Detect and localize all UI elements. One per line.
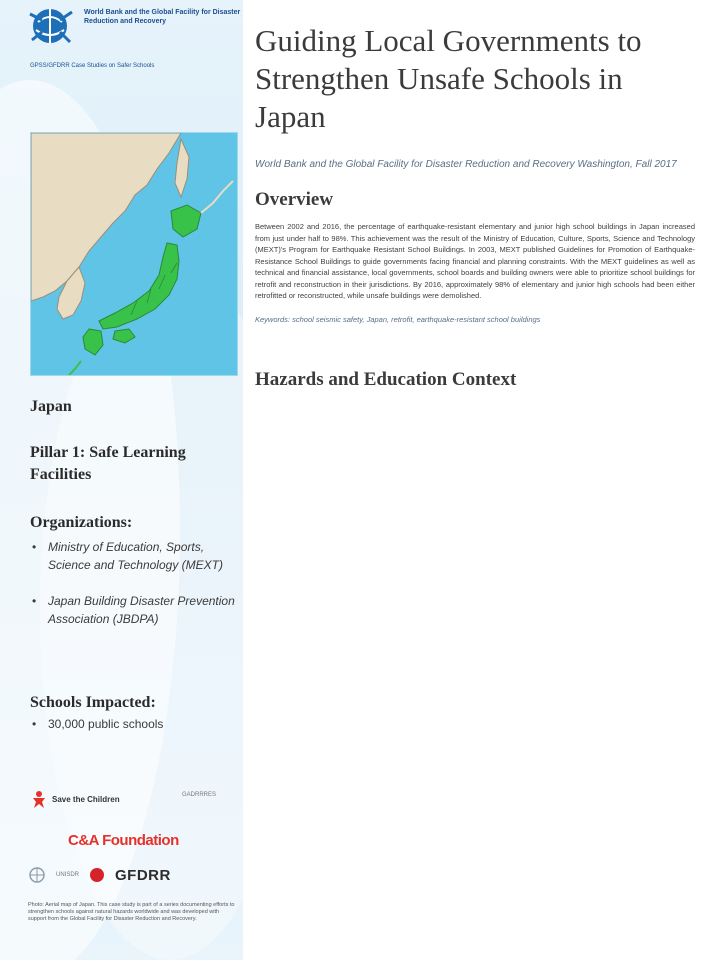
keywords: Keywords: school seismic safety, Japan, retrofit, earthquake-resistant school buildings (255, 314, 541, 324)
red-cross-icon (89, 867, 105, 883)
list-item: • Ministry of Education, Sports, Science and Technology (MEXT) (30, 538, 235, 574)
organizations-list (30, 538, 235, 646)
footnote: Photo: Aerial map of Japan. This case study is part of a series documenting efforts to strengthen schools against natural hazards worldwide and was developed with support from the Global Facility for Disaster Reduction and Recovery. (28, 902, 235, 922)
japan-map-graphic (31, 133, 238, 376)
pillar-label: Pillar 1: Safe Learning Facilities (30, 444, 186, 483)
sponsor-logos-row (28, 866, 171, 884)
hazards-heading: Hazards and Education Context (255, 368, 517, 390)
un-emblem-icon (28, 866, 46, 884)
sponsor-name: Save the Children (52, 794, 120, 804)
subtitle: World Bank and the Global Facility for Disaster Reduction and Recovery Washington, Fall 2017 (255, 159, 677, 170)
organizations-heading: Organizations: (30, 514, 133, 531)
save-the-children-logo (30, 790, 120, 808)
sidebar (0, 0, 243, 960)
list-item: • 30,000 public schools (30, 716, 163, 732)
overview-paragraph: Between 2002 and 2016, the percentage of earthquake-resistant elementary and junior high school buildings in Japan increased from just under half to 98%. This achievement was the result of the Ministry of Education, Culture, Sports, Science and Technology (MEXT)'s Program for Earthquake Resistant School Buildings. In 2003, MEXT published Guidelines for Promotion of Earthquake-Resistance School Buildings to guide governments facing financial and planning constraints. With the MEXT guidelines as well as technical and financial assistance, local governments, school boards and building owners were able to prioritize school buildings for retrofit and reconstruction in their jurisdictions. By 2016, approximately 98% of elementary and junior high schools had been either retrofitted or reconstructed, while unsafe buildings were demolished. (255, 222, 695, 300)
sponsor-badge: GADRRRES (182, 792, 217, 798)
overview-heading: Overview (255, 189, 334, 210)
country-label: Japan (30, 398, 72, 415)
page-title: Guiding Local Governments to Strengthen Unsafe Schools in Japan (255, 23, 642, 134)
series-label: GPSS/GFDRR Case Studies on Safer Schools (30, 63, 155, 69)
gfdrr-logo: GFDRR (115, 866, 171, 884)
main-content (255, 22, 700, 391)
sponsor-small-label: UNISDR (56, 872, 80, 878)
schools-list (30, 716, 163, 732)
child-figure-icon (30, 790, 48, 808)
world-bank-globe-icon (28, 4, 76, 48)
schools-heading: Schools Impacted: (30, 694, 156, 711)
japan-map (30, 132, 238, 376)
world-bank-logo-row (28, 4, 243, 48)
foundation-logo: C&A Foundation (68, 832, 179, 849)
list-item: • Japan Building Disaster Prevention Association (JBDPA) (30, 592, 235, 628)
organization-name: World Bank and the Global Facility for Disaster Reduction and Recovery (84, 9, 241, 25)
